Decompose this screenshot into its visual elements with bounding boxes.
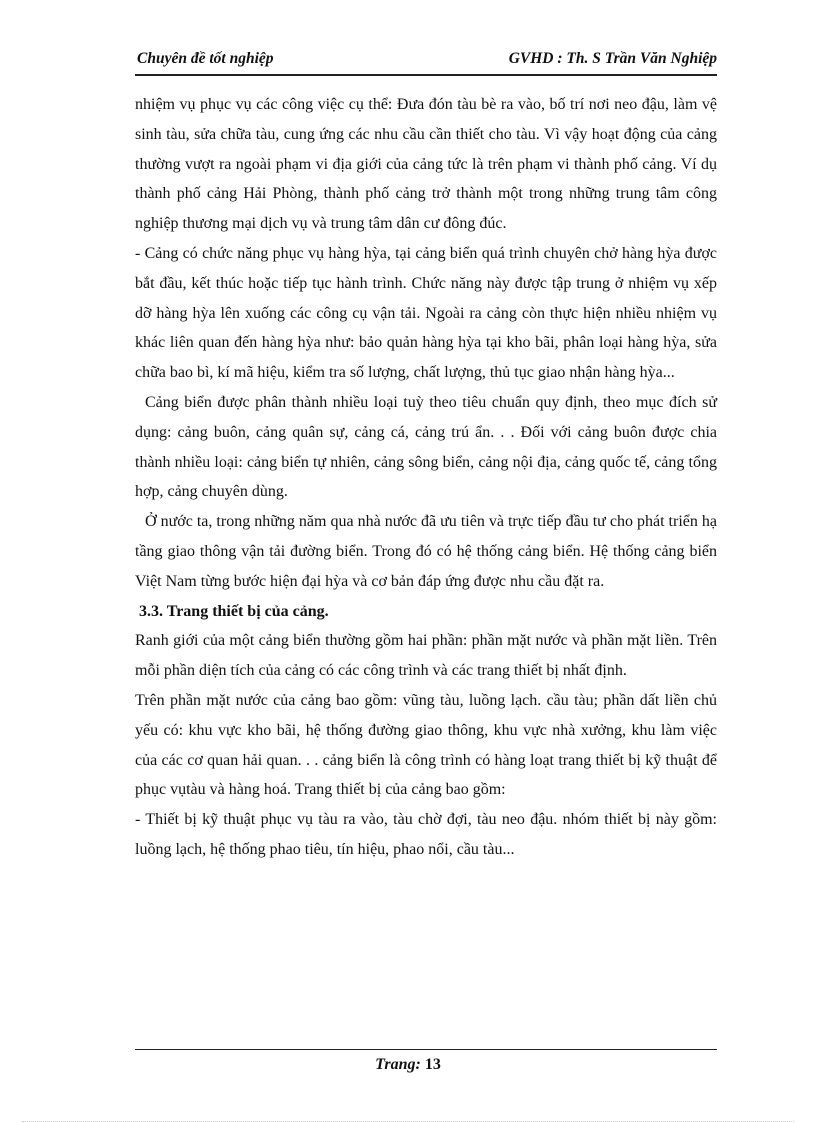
footer-divider — [135, 1049, 717, 1050]
paragraph: - Cảng có chức năng phục vụ hàng hỳa, tại cảng biển quá trình chuyên chở hàng hỳa được bắt đầu, kết thúc hoặc tiếp tục hành trình. Chức năng này được tập trung ở nhiệm vụ xếp dỡ hàng hỳa lên xuống các công cụ vận tải. Ngoài ra cảng còn thực hiện nhiều nhiệm vụ khác liên quan đến hàng hỳa như: bảo quản hàng hỳa tại kho bãi, phân loại hàng hỳa, sửa chữa bao bì, kí mã hiệu, kiểm tra số lượng, chất lượng, thủ tục giao nhận hàng hỳa... — [135, 244, 717, 382]
page-header — [135, 48, 717, 76]
paragraph: Ranh giới của một cảng biển thường gồm hai phần: phần mặt nước và phần mặt liền. Trên mỗi phần diện tích của cảng có các công trình và các trang thiết bị nhất định. — [135, 632, 717, 680]
section-heading: 3.3. Trang thiết bị của cảng. — [139, 602, 329, 620]
header-title: Chuyên đề tốt nghiệp — [137, 50, 274, 67]
page-footer — [0, 1056, 816, 1074]
paragraph: Ở nước ta, trong những năm qua nhà nước đã ưu tiên và trực tiếp đầu tư cho phát triển hạ tầng giao thông vận tải đường biển. Trong đó có hệ thống cảng biển. Hệ thống cảng biển Việt Nam từng bước hiện đại hỳa và cơ bản đáp ứng được nhu cầu đặt ra. — [135, 513, 717, 590]
document-body — [135, 90, 717, 865]
paragraph: - Thiết bị kỹ thuật phục vụ tàu ra vào, tàu chờ đợi, tàu neo đậu. nhóm thiết bị này gồm: luồng lạch, hệ thống phao tiêu, tín hiệu, phao nổi, cầu tàu... — [135, 811, 717, 858]
paragraph: Trên phần mặt nước của cảng bao gồm: vũng tàu, luồng lạch. cầu tàu; phần dất liền chủ yếu có: khu vực kho bãi, hệ thống đường giao thông, khu vực nhà xưởng, khu làm việc của các cơ quan hải quan. . . cảng biển là công trình có hàng loạt trang thiết bị kỹ thuật để phục vụtàu và hàng hoá. Trang thiết bị của cảng bao gồm: — [135, 691, 717, 799]
paragraph: nhiệm vụ phục vụ các công việc cụ thể: Đưa đón tàu bè ra vào, bố trí nơi neo đậu, làm vệ sinh tàu, sửa chữa tàu, cung ứng các nhu cầu cần thiết cho tàu. Vì vậy hoạt động của cảng thường vượt ra ngoài phạm vi địa giới của cảng tức là trên phạm vi thành phố cảng. Ví dụ thành phố cảng Hải Phòng, thành phố cảng trở thành một trong những trung tâm công nghiệp thương mại dịch vụ và trung tâm dân cư đông đúc. — [135, 96, 717, 233]
header-supervisor: GVHD : Th. S Trần Văn Nghiệp — [508, 50, 717, 67]
page-number: 13 — [424, 1056, 441, 1073]
page-edge-divider — [22, 1121, 794, 1122]
page-label: Trang: — [375, 1056, 421, 1073]
paragraph: Cảng biển được phân thành nhiều loại tuỳ theo tiêu chuẩn quy định, theo mục đích sử dụng: cảng buôn, cảng quân sự, cảng cá, cảng trú ẩn. . . Đối với cảng buôn được chia thành nhiều loại: cảng biển tự nhiên, cảng sông biển, cảng nội địa, cảng quốc tế, cảng tổng hợp, cảng chuyên dùng. — [135, 393, 717, 501]
